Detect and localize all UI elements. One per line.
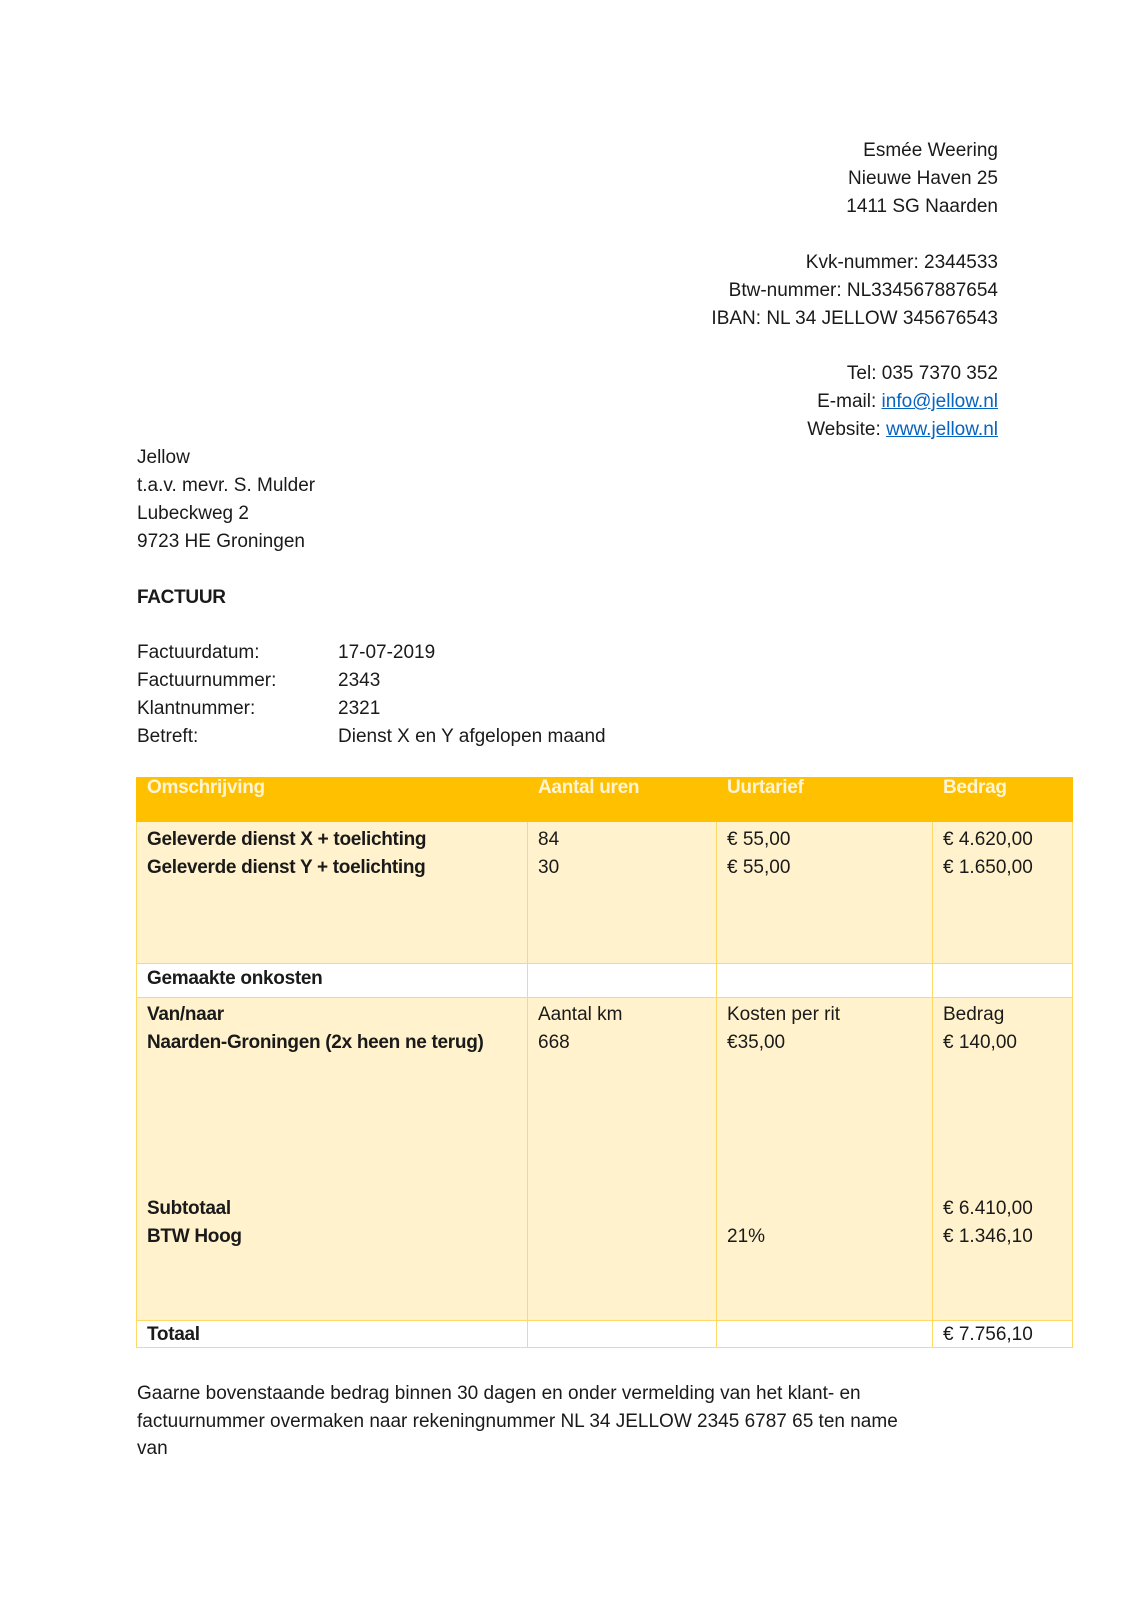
table-border-left: [136, 822, 137, 1348]
expenses-header-amount: Bedrag: [943, 1004, 1005, 1025]
vat-amount: € 1.346,10: [943, 1226, 1033, 1247]
footer-line-2: factuurnummer overmaken naar rekeningnummer NL 34 JELLOW 2345 6787 65 ten name: [137, 1411, 898, 1432]
sender-btw: Btw-nummer: NL334567887654: [728, 280, 998, 301]
recipient-street: Lubeckweg 2: [137, 503, 249, 524]
meta-value-invoice-number: 2343: [338, 670, 381, 691]
expenses-header-cost: Kosten per rit: [727, 1004, 840, 1025]
row-divider: [136, 963, 1073, 964]
meta-value-date: 17-07-2019: [338, 642, 436, 663]
row-divider: [136, 997, 1073, 998]
table-border-right: [1072, 822, 1073, 1348]
expense-amount: € 140,00: [943, 1032, 1017, 1053]
meta-label-customer-number: Klantnummer:: [137, 698, 256, 719]
expenses-title: Gemaakte onkosten: [147, 968, 323, 989]
row-divider: [136, 1320, 1073, 1321]
meta-label-invoice-number: Factuurnummer:: [137, 670, 277, 691]
sender-website-line: [807, 418, 998, 442]
total-label: Totaal: [147, 1324, 200, 1345]
subtotal-amount: € 6.410,00: [943, 1198, 1033, 1219]
invoice-table: [136, 777, 1073, 1348]
recipient-company: Jellow: [137, 447, 190, 468]
subtotal-label: Subtotaal: [147, 1198, 231, 1219]
vat-label: BTW Hoog: [147, 1226, 242, 1247]
website-link[interactable]: www.jellow.nl: [886, 419, 998, 440]
sender-email-line: [817, 390, 998, 414]
expenses-header-route: Van/naar: [147, 1004, 224, 1025]
sender-street: Nieuwe Haven 25: [848, 168, 998, 189]
meta-label-date: Factuurdatum:: [137, 642, 260, 663]
header-amount: Bedrag: [943, 777, 1007, 798]
expenses-header-km: Aantal km: [538, 1004, 623, 1025]
expense-route: Naarden-Groningen (2x heen ne terug): [147, 1032, 484, 1053]
website-label: Website:: [807, 419, 887, 440]
table-border-bottom: [136, 1347, 1073, 1348]
service-hours: 30: [538, 857, 560, 878]
service-rate: € 55,00: [727, 857, 791, 878]
sender-name: Esmée Weering: [863, 140, 998, 161]
footer-line-3: van: [137, 1438, 168, 1459]
expense-cost: €35,00: [727, 1032, 786, 1053]
meta-value-subject: Dienst X en Y afgelopen maand: [338, 726, 606, 747]
meta-value-customer-number: 2321: [338, 698, 381, 719]
sender-city: 1411 SG Naarden: [846, 196, 998, 217]
email-label: E-mail:: [817, 391, 882, 412]
service-amount: € 1.650,00: [943, 857, 1033, 878]
header-hours: Aantal uren: [538, 777, 640, 798]
service-amount: € 4.620,00: [943, 829, 1033, 850]
service-rate: € 55,00: [727, 829, 791, 850]
column-divider: [932, 822, 933, 1348]
invoice-title: FACTUUR: [137, 587, 226, 608]
recipient-attention: t.a.v. mevr. S. Mulder: [137, 475, 316, 496]
sender-iban: IBAN: NL 34 JELLOW 345676543: [711, 308, 998, 329]
expense-km: 668: [538, 1032, 570, 1053]
meta-label-subject: Betreft:: [137, 726, 199, 747]
service-description: Geleverde dienst Y + toelichting: [147, 857, 426, 878]
sender-tel: Tel: 035 7370 352: [846, 363, 998, 384]
service-hours: 84: [538, 829, 560, 850]
service-description: Geleverde dienst X + toelichting: [147, 829, 427, 850]
email-link[interactable]: info@jellow.nl: [881, 391, 998, 412]
column-divider: [527, 822, 528, 1348]
column-divider: [716, 822, 717, 1348]
header-description: Omschrijving: [147, 777, 265, 798]
total-amount: € 7.756,10: [943, 1324, 1033, 1345]
vat-rate: 21%: [727, 1226, 766, 1247]
footer-line-1: Gaarne bovenstaande bedrag binnen 30 dagen en onder vermelding van het klant- en: [137, 1383, 861, 1404]
sender-kvk: Kvk-nummer: 2344533: [805, 252, 998, 273]
header-rate: Uurtarief: [727, 777, 804, 798]
recipient-city: 9723 HE Groningen: [137, 531, 305, 552]
